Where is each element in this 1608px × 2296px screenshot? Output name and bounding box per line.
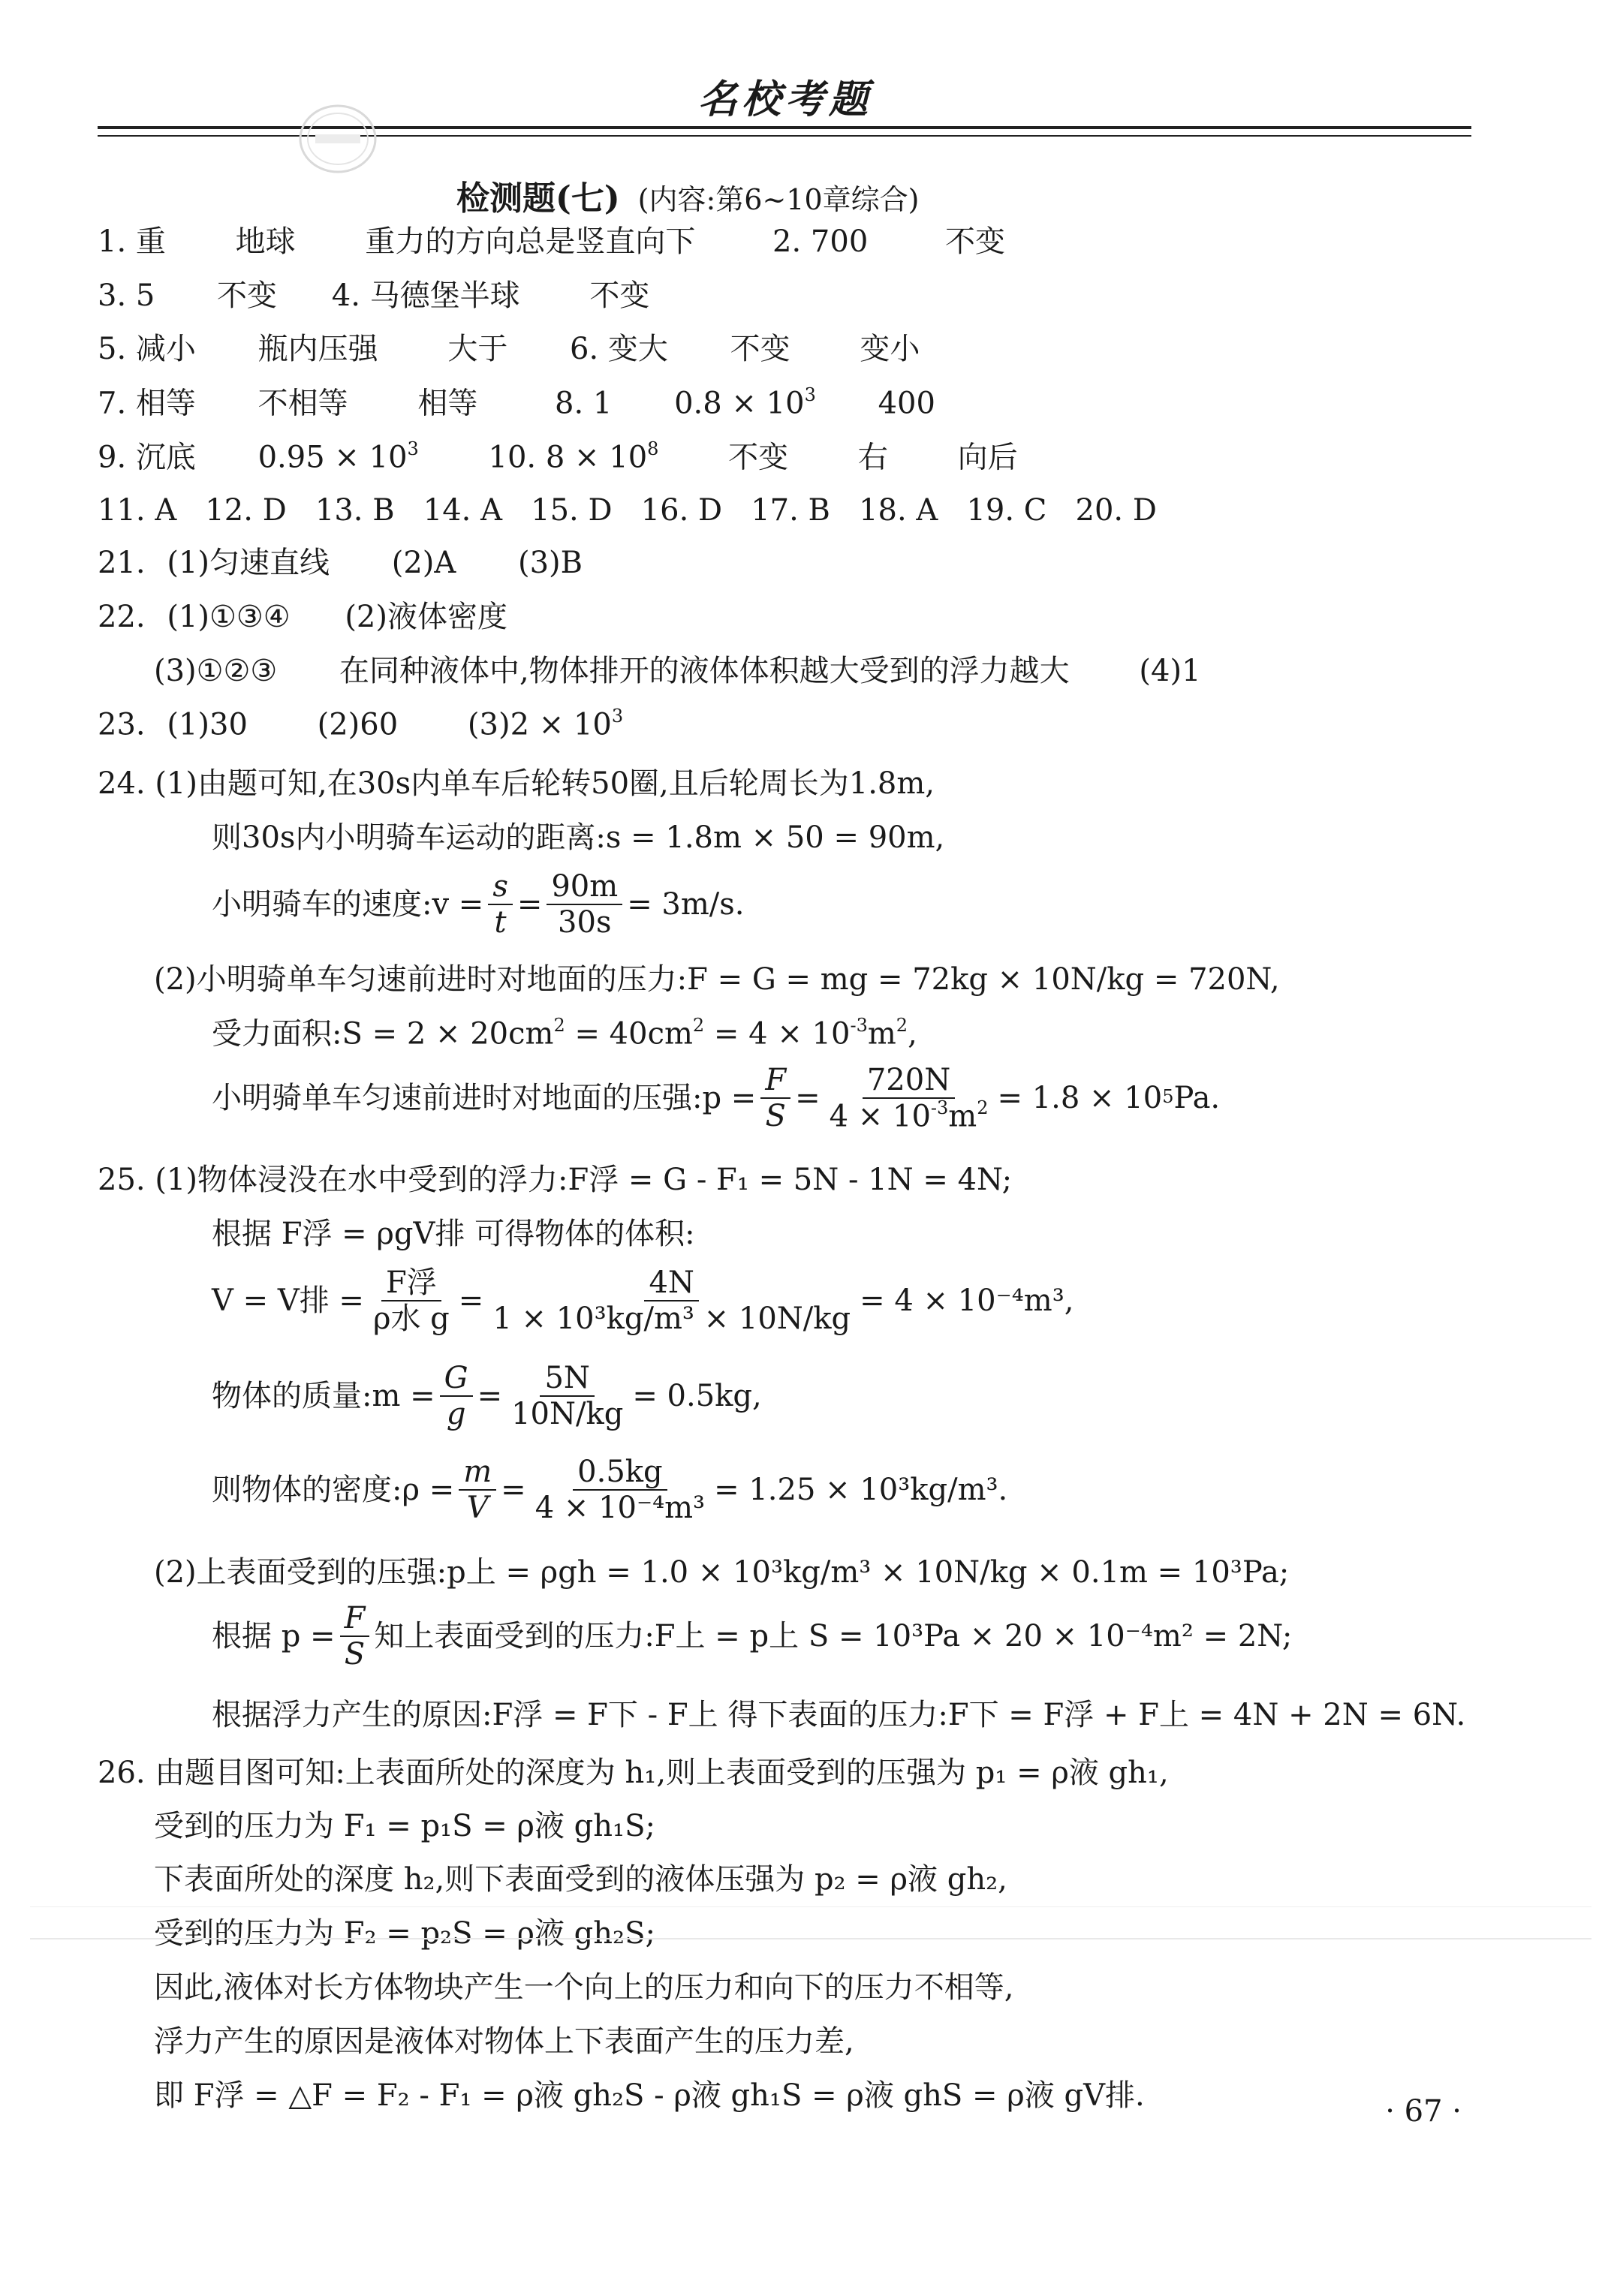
formula-text: , [908,1016,917,1052]
q26-line-2: 受到的压力为 F₁ = p₁S = ρ液 gh₁S; [154,1809,655,1843]
formula-text: = 40cm [565,1016,693,1052]
answer-text: 22. [98,600,146,634]
denominator: 4 × 10⁻⁴m³ [534,1491,706,1525]
answer-text: 0.8 × 10 [674,386,805,421]
formula-text: = 4 × 10 [704,1016,851,1052]
answer-line-4 [98,384,935,421]
exponent: 2 [553,1015,565,1036]
formula-text: Pa. [1173,1081,1221,1116]
answer-text: 相等 [417,386,478,421]
q26-line-3: 下表面所处的深度 h₂,则下表面受到的液体压强为 p₂ = ρ液 gh₂, [154,1862,1007,1897]
answer-text: 5. 减小 [98,332,196,366]
answer-text: 21. [98,546,146,580]
answer-line-3 [98,334,920,364]
q25-line-6: (2)上表面受到的压强:p上 = ρgh = 1.0 × 10³kg/m³ × 10N/kg × 0.1m = 10³Pa; [154,1555,1290,1590]
answer-line-2 [98,278,650,313]
answer-text: (3)2 × 10 [467,707,612,742]
answer-text: (2)60 [317,707,399,742]
answer-line-6: 11. A 12. D 13. B 14. A 15. D 16. D 17. B 18. A 19. C 20. D [98,493,1157,528]
q25-line-2: 根据 F浮 = ρgV排 可得物体的体积: [212,1217,695,1251]
numerator: F [340,1602,370,1637]
answer-text: 9. 沉底 [98,440,196,475]
exponent: -3 [930,1097,949,1118]
exponent: 2 [977,1097,989,1118]
fraction [459,1456,496,1524]
answer-line-10 [98,706,624,742]
fraction [369,1267,454,1335]
section-title [456,171,919,219]
numerator: m [459,1456,496,1491]
formula-text: 根据 p = [212,1619,336,1654]
answer-text: 0.95 × 10 [257,440,408,475]
formula-text: 4 × 10 [829,1099,931,1134]
denominator: ρ水 g [372,1301,450,1336]
exponent: 2 [896,1015,908,1036]
answer-text: 不变 [730,332,790,366]
numerator: s [488,871,513,905]
answer-text: (1)30 [167,707,248,742]
denominator: V [466,1491,489,1525]
q25-line-4: 物体的质量:m = $\frac{G}{g}$ = $\frac{5N}{10N/kg}$ = 0.5kg, [212,1361,762,1431]
numerator: F浮 [381,1267,441,1301]
q25-line-1: 25. (1)物体浸没在水中受到的浮力:F浮 = G - F₁ = 5N - 1N = 4N; [98,1163,1013,1197]
denominator: t [494,905,507,940]
numerator: 0.5kg [573,1456,667,1491]
answer-text: 瓶内压强 [257,332,378,366]
exponent: 3 [407,438,419,459]
answer-text: 大于 [447,332,508,366]
answer-text: 不变 [589,278,650,313]
fraction [507,1362,628,1430]
formula-text: = 1.25 × 10³kg/m³. [714,1473,1008,1507]
answer-line-9 [154,656,1201,686]
numerator: 90m [547,871,622,905]
fraction [488,871,513,938]
formula-text: = 0.5kg, [632,1379,762,1413]
answer-text: (3)①②③ [154,654,278,688]
answer-line-7 [98,548,583,578]
answer-text: 6. 变大 [570,332,668,366]
denominator: S [344,1637,366,1672]
q26-line-5: 因此,液体对长方体物块产生一个向上的压力和向下的压力不相等, [154,1970,1014,2005]
formula-text: 则物体的密度:ρ = [212,1473,455,1507]
exponent: 8 [647,438,659,459]
fraction [488,1267,855,1335]
q24-line-3: 小明骑车的速度:v = $\frac{s}{t}$ = $\frac{90m}{30s}$ = 3m/s. [212,869,745,940]
numerator: 5N [540,1362,594,1397]
answer-text: (4)1 [1139,654,1201,688]
numerator: G [440,1362,473,1397]
section-title-main: 检测题(七) [456,179,620,218]
answer-text: 400 [878,386,935,421]
answer-text: 10. 8 × 10 [488,440,648,475]
exponent: 3 [804,384,816,405]
q25-line-3: V = V排 = $\frac{\text{F浮}}{\text{ρ水 g}}$ = $\frac{4N}{\text{1 × 10³kg/m³ × 10N/kg}}$ = 4 × 10⁻⁴m³, [212,1265,1074,1336]
answer-text: 8. 1 [555,386,613,421]
stamp-icon [297,101,379,176]
answer-text: (1)匀速直线 [167,546,330,580]
q26-line-4: 受到的压力为 F₂ = p₂S = ρ液 gh₂S; [154,1916,655,1951]
q26-line-6: 浮力产生的原因是液体对物体上下表面产生的压力差, [154,2024,854,2059]
fraction [440,1362,473,1430]
formula-text: = 1.8 × 10 [997,1081,1163,1116]
answer-text: (1)①③④ [167,600,291,634]
answer-text: (2)液体密度 [345,600,507,634]
numerator: 720N [863,1064,955,1099]
answer-text: 不变 [945,224,1005,259]
answer-text: 在同种液体中,物体排开的液体体积越大受到的浮力越大 [339,654,1070,688]
exponent: 2 [692,1015,705,1036]
fold-line [30,1938,1591,1939]
answer-text: 23. [98,707,146,742]
formula-text: 物体的质量:m = [212,1379,435,1413]
q25-line-7 [212,1602,1292,1670]
formula-text: V = V排 = [212,1283,364,1318]
formula-text: = 3m/s. [627,887,745,922]
denominator [825,1099,993,1132]
q26-line-1: 26. 由题目图可知:上表面所处的深度为 h₁,则上表面受到的压强为 p₁ = ρ液 gh₁, [98,1756,1169,1790]
q24-line-2: 则30s内小明骑车运动的距离:s = 1.8m × 50 = 90m, [212,820,945,855]
answer-line-5 [98,438,1018,475]
numerator: F [760,1064,790,1099]
q24-line-4: (2)小明骑单车匀速前进时对地面的压力:F = G = mg = 72kg × 10N/kg = 720N, [154,962,1280,997]
exponent: -3 [850,1015,868,1036]
answer-text: 2. 700 [772,224,869,259]
answer-text: 不变 [728,440,789,475]
formula-text: 小明骑车的速度:v = [212,887,484,922]
formula-text: m [948,1099,977,1134]
numerator: 4N [644,1267,698,1301]
denominator: 30s [558,905,612,940]
answer-line-1 [98,224,1005,259]
answer-text: 重力的方向总是竖直向下 [365,224,696,259]
fold-line [30,1906,1591,1907]
answer-text: 变小 [860,332,920,366]
fraction [825,1064,993,1132]
answer-text: 右 [857,440,888,475]
exponent: 5 [1162,1086,1174,1108]
fraction [531,1456,709,1524]
answer-text: 不相等 [257,386,348,421]
answer-text: 向后 [957,440,1018,475]
fraction [340,1602,370,1670]
answer-text: 3. 5 [98,278,155,313]
formula-text: m [867,1016,896,1052]
answer-text: (2)A [391,546,456,580]
page-number: · 67 · [1385,2094,1462,2129]
q26-line-7: 即 F浮 = △F = F₂ - F₁ = ρ液 gh₂S - ρ液 gh₁S = ρ液 ghS = ρ液 gV排. [154,2078,1145,2113]
page-header-title: 名校考题 [698,77,873,122]
answer-text: 7. 相等 [98,386,196,421]
denominator: 10N/kg [511,1397,624,1431]
formula-text: 小明骑单车匀速前进时对地面的压强:p = [212,1081,757,1116]
answer-text: 1. 重 [98,224,166,259]
q24-line-6: 小明骑单车匀速前进时对地面的压强:p = $\frac{F}{S}$ = $\frac{720N}{4 \times 10^{-3}m^2}$ = 1.8 × 10 $^5$ Pa. [212,1063,1221,1134]
answer-text: 不变 [217,278,278,313]
denominator: 1 × 10³kg/m³ × 10N/kg [492,1301,851,1336]
q24-line-1: 24. (1)由题可知,在30s内单车后轮转50圈,且后轮周长为1.8m, [98,766,935,801]
formula-text: 受力面积:S = 2 × 20cm [212,1016,554,1052]
q25-line-5: 则物体的密度:ρ = $\frac{m}{V}$ = $\frac{0.5kg}{\text{4 × 10⁻⁴m³}}$ = 1.25 × 10³kg/m³. [212,1455,1008,1525]
denominator: g [446,1397,466,1431]
exponent: 3 [611,706,624,727]
section-title-sub: (内容:第6~10章综合) [637,183,920,216]
denominator: S [765,1099,786,1134]
answer-text: (3)B [518,546,583,580]
q25-line-8: 根据浮力产生的原因:F浮 = F下 - F上 得下表面的压力:F下 = F浮 + F上 = 4N + 2N = 6N. [212,1698,1466,1732]
formula-text: = 4 × 10⁻⁴m³, [860,1283,1074,1318]
q24-line-5 [212,1015,917,1052]
answer-text: 地球 [235,224,296,259]
answer-line-8 [98,602,507,632]
fraction [760,1064,790,1132]
fraction [547,871,622,938]
formula-text: 知上表面受到的压力:F上 = p上 S = 10³Pa × 20 × 10⁻⁴m² = 2N; [374,1619,1293,1654]
answer-text: 4. 马德堡半球 [331,278,520,313]
